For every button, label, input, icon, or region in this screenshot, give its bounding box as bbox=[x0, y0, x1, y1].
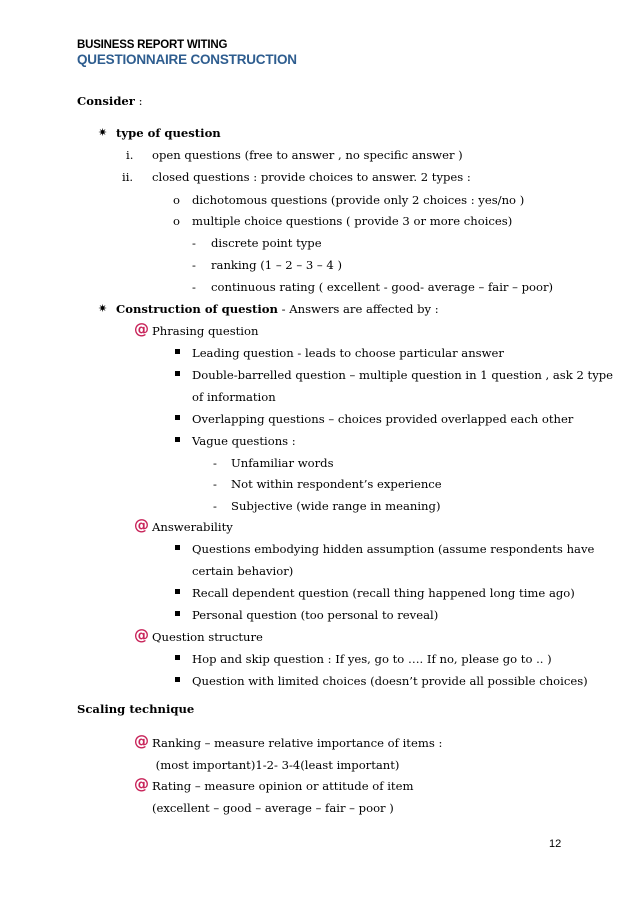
consider-label: Consider : bbox=[77, 94, 143, 108]
list-item: Personal question (too personal to reveal) bbox=[192, 608, 439, 622]
list-item: Overlapping questions – choices provided overlapped each other bbox=[192, 412, 574, 426]
square-bullet-icon bbox=[175, 655, 180, 660]
square-bullet-icon bbox=[175, 349, 180, 354]
dash-marker: - bbox=[192, 258, 196, 272]
square-bullet-icon bbox=[175, 611, 180, 616]
list-item: open questions (free to answer , no specific answer ) bbox=[152, 148, 463, 162]
roman-numeral: i. bbox=[126, 148, 134, 162]
square-bullet-icon bbox=[175, 677, 180, 682]
square-bullet-icon bbox=[175, 415, 180, 420]
list-item: multiple choice questions ( provide 3 or more choices) bbox=[192, 214, 513, 228]
section-title: Answerability bbox=[152, 520, 233, 534]
list-item: closed questions : provide choices to answer. 2 types : bbox=[152, 170, 471, 184]
list-item: Recall dependent question (recall thing happened long time ago) bbox=[192, 586, 575, 600]
page-number: 12 bbox=[549, 838, 562, 850]
star-bullet-icon: ✷ bbox=[98, 302, 108, 315]
list-item: Ranking – measure relative importance of items : bbox=[152, 736, 443, 750]
roman-numeral: ii. bbox=[122, 170, 134, 184]
dash-marker: - bbox=[213, 456, 217, 470]
square-bullet-icon bbox=[175, 589, 180, 594]
list-item: Unfamiliar words bbox=[231, 456, 334, 470]
list-item: Vague questions : bbox=[192, 434, 296, 448]
dash-marker: - bbox=[192, 236, 196, 250]
construction-heading: Construction of question - Answers are affected by : bbox=[116, 302, 439, 316]
swirl-bullet-icon: @ bbox=[134, 775, 149, 793]
list-item-continuation: of information bbox=[192, 390, 276, 404]
list-item-continuation: (excellent – good – average – fair – poor ) bbox=[152, 801, 394, 815]
type-of-question-heading: type of question bbox=[116, 126, 221, 140]
o-marker: o bbox=[173, 214, 180, 228]
list-item: Not within respondent’s experience bbox=[231, 477, 442, 491]
dash-marker: - bbox=[213, 477, 217, 491]
list-item: Hop and skip question : If yes, go to …. If no, please go to .. ) bbox=[192, 652, 552, 666]
list-item: ranking (1 – 2 – 3 – 4 ) bbox=[211, 258, 342, 272]
o-marker: o bbox=[173, 193, 180, 207]
swirl-bullet-icon: @ bbox=[134, 516, 149, 534]
course-title: BUSINESS REPORT WITING bbox=[77, 39, 228, 51]
scaling-heading: Scaling technique bbox=[77, 702, 195, 716]
page-title: QUESTIONNAIRE CONSTRUCTION bbox=[77, 52, 297, 67]
list-item: continuous rating ( excellent - good- average – fair – poor) bbox=[211, 280, 554, 294]
list-item: Questions embodying hidden assumption (assume respondents have bbox=[192, 542, 595, 556]
list-item: dichotomous questions (provide only 2 choices : yes/no ) bbox=[192, 193, 525, 207]
swirl-bullet-icon: @ bbox=[134, 320, 149, 338]
list-item: Question with limited choices (doesn’t provide all possible choices) bbox=[192, 674, 588, 688]
section-title: Question structure bbox=[152, 630, 263, 644]
section-title: Phrasing question bbox=[152, 324, 259, 338]
list-item: discrete point type bbox=[211, 236, 322, 250]
square-bullet-icon bbox=[175, 545, 180, 550]
list-item-continuation: (most important)1-2- 3-4(least important) bbox=[152, 758, 400, 772]
list-item: Leading question - leads to choose particular answer bbox=[192, 346, 504, 360]
swirl-bullet-icon: @ bbox=[134, 626, 149, 644]
square-bullet-icon bbox=[175, 437, 180, 442]
list-item-continuation: certain behavior) bbox=[192, 564, 294, 578]
list-item: Rating – measure opinion or attitude of item bbox=[152, 779, 414, 793]
dash-marker: - bbox=[213, 499, 217, 513]
star-bullet-icon: ✷ bbox=[98, 126, 108, 139]
list-item: Subjective (wide range in meaning) bbox=[231, 499, 441, 513]
list-item: Double-barrelled question – multiple question in 1 question , ask 2 type bbox=[192, 368, 614, 382]
square-bullet-icon bbox=[175, 371, 180, 376]
swirl-bullet-icon: @ bbox=[134, 732, 149, 750]
dash-marker: - bbox=[192, 280, 196, 294]
